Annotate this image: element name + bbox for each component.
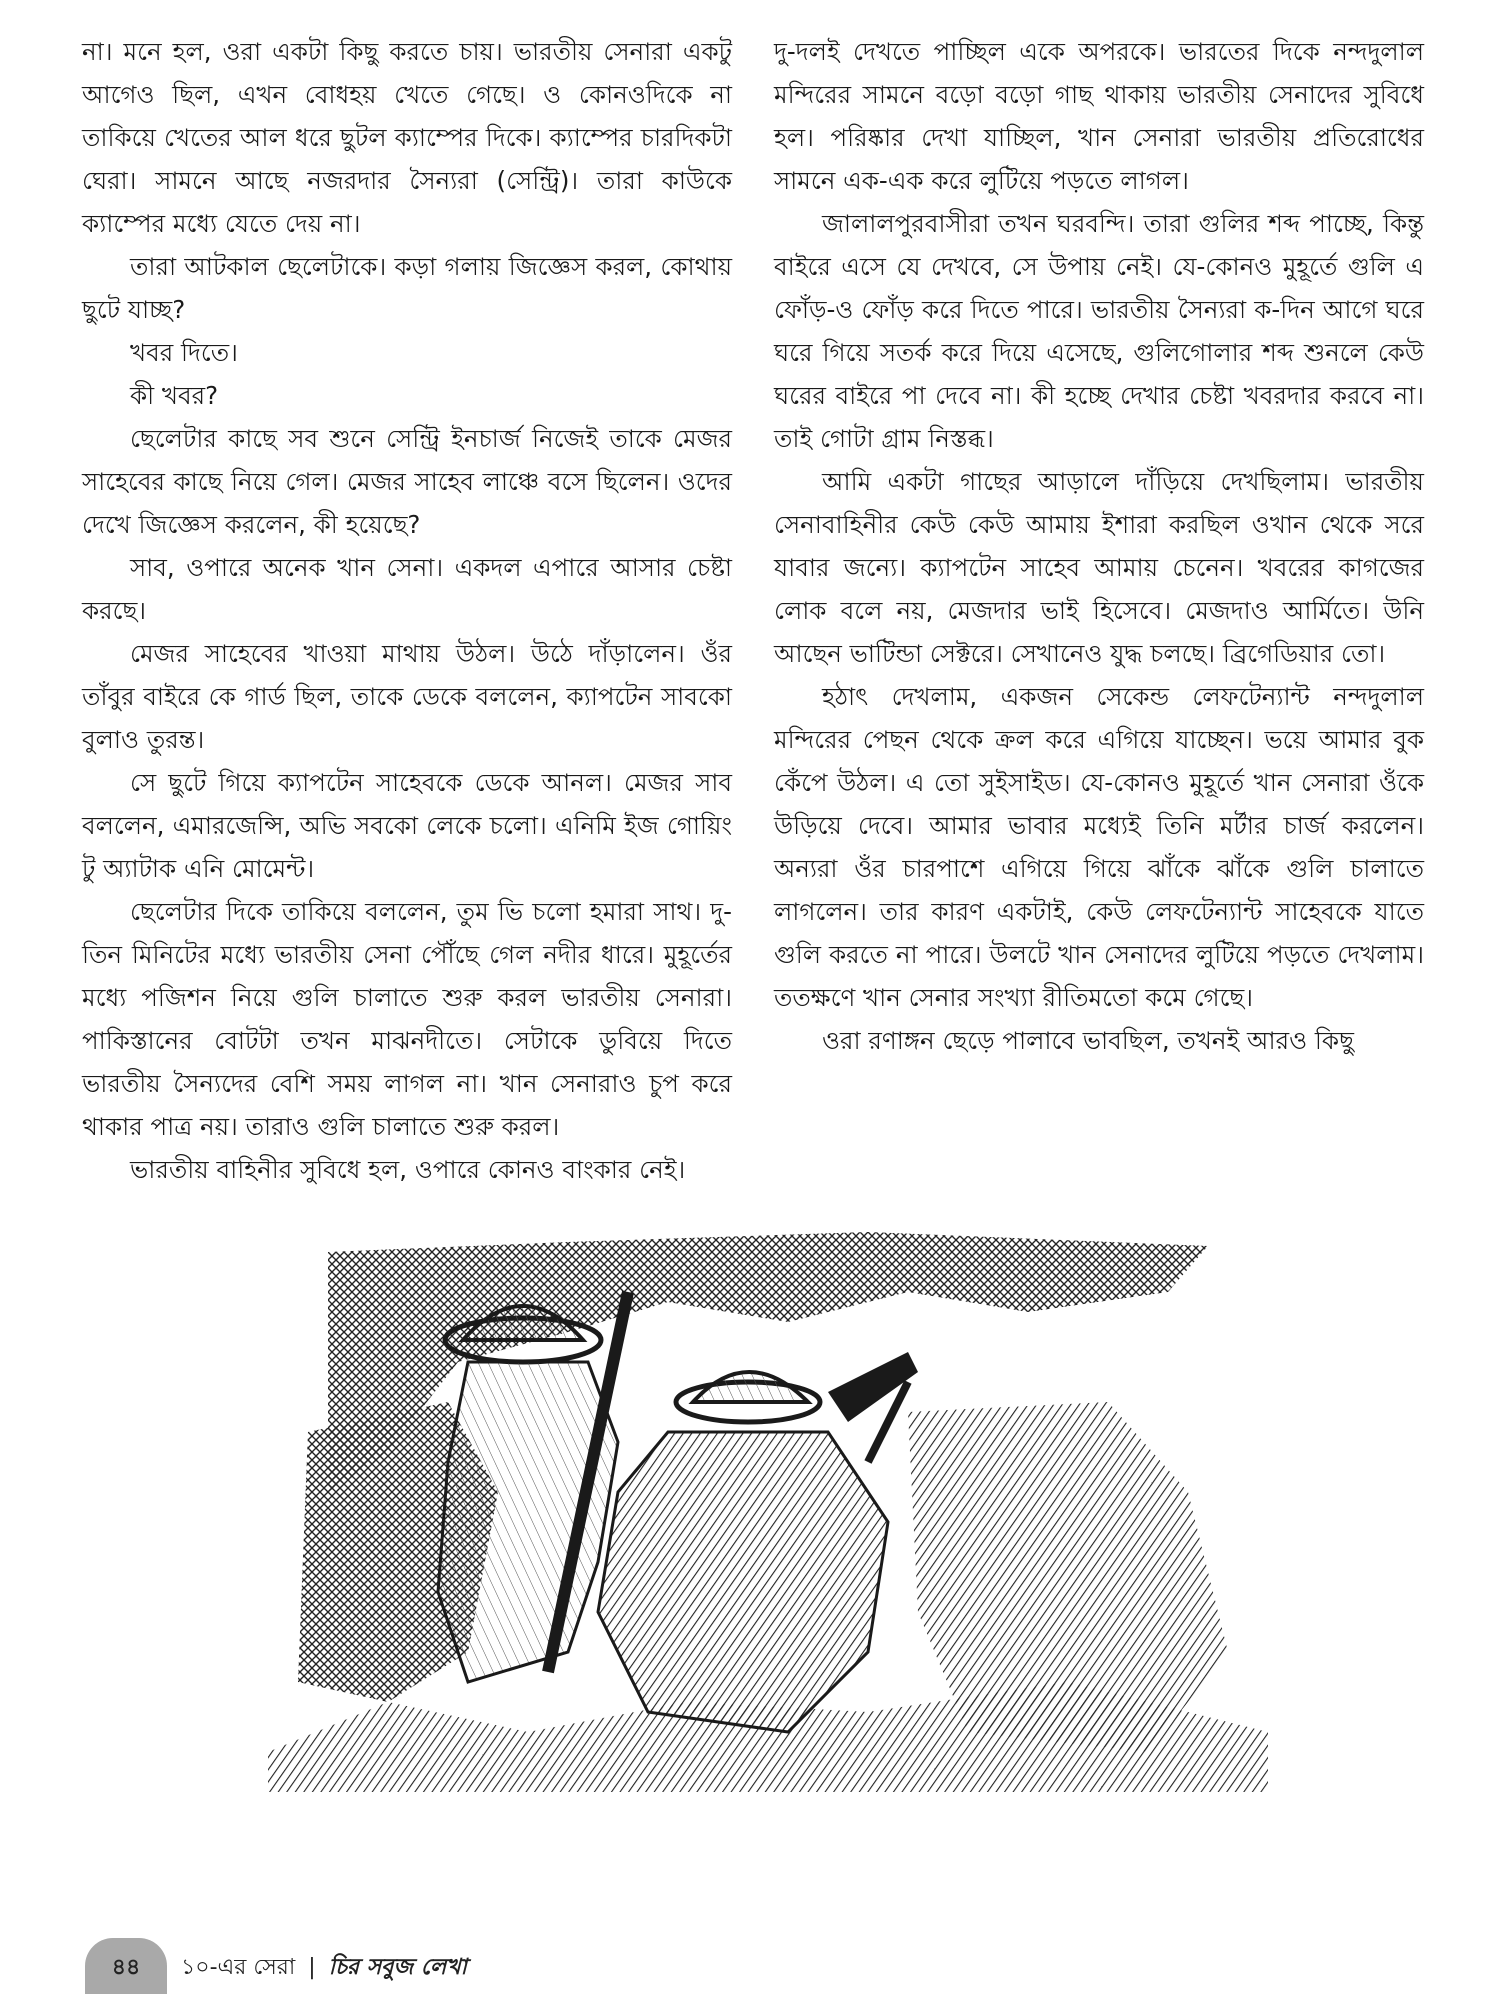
page-footer [85,1938,785,1994]
page-number: ৪৪ [111,1955,141,1980]
soldiers-illustration [268,1232,1268,1792]
paragraph: ওরা রণাঙ্গন ছেড়ে পালাবে ভাবছিল, তখনই আরও কিছু [822,1026,1354,1055]
helmet-shape [693,1372,808,1402]
paragraph: ছেলেটার কাছে সব শুনে সেন্ট্রি ইনচার্জ নিজেই তাকে মেজর সাহেবের কাছে নিয়ে গেল। মেজর সাহেব লাঞ্চে বসে ছিলেন। ওদের দেখে জিজ্ঞেস করলেন, কী হয়েছে? [82,424,732,539]
paragraph: ছেলেটার দিকে তাকিয়ে বললেন, তুম ভি চলো হমারা সাথ। দু-তিন মিনিটের মধ্যে ভারতীয় সেনা পৌঁছে গেল নদীর ধারে। মুহূর্তের মধ্যে পজিশন নিয়ে গুলি চালাতে শুরু করল ভারতীয় সেনারা। পাকিস্তানের বোটটা তখন মাঝনদীতে। সেটাকে ডুবিয়ে দিতে ভারতীয় সৈন্যদের বেশি সময় লাগল না। খান সেনারাও চুপ করে থাকার পাত্র নয়। তারাও গুলি চালাতে শুরু করল। [82,897,732,1141]
soldier-body-shape [438,1362,618,1682]
paragraph: হঠাৎ দেখলাম, একজন সেকেন্ড লেফটেন্যান্ট নন্দদুলাল মন্দিরের পেছন থেকে ক্রল করে এগিয়ে যাচ্ছেন। ভয়ে আমার বুক কেঁপে উঠল। এ তো সুইসাইড। যে-কোনও মুহূর্তে খান সেনারা ওঁকে উড়িয়ে দেবে। আমার ভাবার মধ্যেই তিনি মর্টার চার্জ করলেন। অন্যরা ওঁর চারপাশে এগিয়ে গিয়ে ঝাঁকে ঝাঁকে গুলি চালাতে লাগলেন। তার কারণ একটাই, কেউ লেফটেন্যান্ট সাহেবকে যাতে গুলি করতে না পারে। উলটে খান সেনাদের লুটিয়ে পড়তে দেখলাম। ততক্ষণে খান সেনার সংখ্যা রীতিমতো কমে গেছে। [774,682,1424,1012]
series-title: চির সবুজ লেখা [328,1954,467,1980]
text-column-left [82,30,732,1191]
paragraph: না। মনে হল, ওরা একটা কিছু করতে চায়। ভারতীয় সেনারা একটু আগেও ছিল, এখন বোধহয় খেতে গেছে। ও কোনওদিকে না তাকিয়ে খেতের আল ধরে ছুটল ক্যাম্পের দিকে। ক্যাম্পের চারদিকটা ঘেরা। সামনে আছে নজরদার সৈন্যরা (সেন্ট্রি)। তারা কাউকে ক্যাম্পের মধ্যে যেতে দেয় না। [82,37,732,238]
paragraph: মেজর সাহেবের খাওয়া মাথায় উঠল। উঠে দাঁড়ালেন। ওঁর তাঁবুর বাইরে কে গার্ড ছিল, তাকে ডেকে বললেন, ক্যাপটেন সাবকো বুলাও তুরন্ত। [82,639,732,754]
paragraph: সাব, ওপারে অনেক খান সেনা। একদল এপারে আসার চেষ্টা করছে। [82,553,732,625]
paragraph: সে ছুটে গিয়ে ক্যাপটেন সাহেবকে ডেকে আনল। মেজর সাব বললেন, এমারজেন্সি, অভি সবকো লেকে চলো। এনিমি ইজ গোয়িং টু অ্যাটাক এনি মোমেন্ট। [82,768,732,883]
soldier-body-shape [598,1432,888,1732]
paragraph: ভারতীয় বাহিনীর সুবিধে হল, ওপারে কোনও বাংকার নেই। [130,1155,686,1184]
book-title: ১০-এর সেরা [181,1955,296,1980]
paragraph: জালালপুরবাসীরা তখন ঘরবন্দি। তারা গুলির শব্দ পাচ্ছে, কিন্তু বাইরে এসে যে দেখবে, সে উপায় নেই। যে-কোনও মুহূর্তে গুলি এ ফোঁড়-ও ফোঁড় করে দিতে পারে। ভারতীয় সৈন্যরা ক-দিন আগে ঘরে ঘরে গিয়ে সতর্ক করে দিয়ে এসেছে, গুলিগোলার শব্দ শুনলে কেউ ঘরের বাইরে পা দেবে না। কী হচ্ছে দেখার চেষ্টা খবরদার করবে না। তাই গোটা গ্রাম নিস্তব্ধ। [774,209,1424,453]
paragraph: আমি একটা গাছের আড়ালে দাঁড়িয়ে দেখছিলাম। ভারতীয় সেনাবাহিনীর কেউ কেউ আমায় ইশারা করছিল ওখান থেকে সরে যাবার জন্যে। ক্যাপটেন সাহেব আমায় চেনেন। খবরের কাগজের লোক বলে নয়, মেজদার ভাই হিসেবে। মেজদাও আর্মিতে। উনি আছেন ভাটিন্ডা সেক্টরে। সেখানেও যুদ্ধ চলছে। ব্রিগেডিয়ার তো। [774,467,1424,668]
paragraph: তারা আটকাল ছেলেটাকে। কড়া গলায় জিজ্ঞেস করল, কোথায় ছুটে যাচ্ছ? [82,252,732,324]
paragraph: খবর দিতে। [130,338,238,367]
paragraph: দু-দলই দেখতে পাচ্ছিল একে অপরকে। ভারতের দিকে নন্দদুলাল মন্দিরের সামনে বড়ো বড়ো গাছ থাকায় ভারতীয় সেনাদের সুবিধে হল। পরিষ্কার দেখা যাচ্ছিল, খান সেনারা ভারতীয় প্রতিরোধের সামনে এক-এক করে লুটিয়ে পড়তে লাগল। [774,37,1424,195]
text-column-right [774,30,1424,1062]
paragraph: কী খবর? [130,381,219,410]
shadow-shape [908,1402,1228,1752]
running-footer [181,1950,467,1987]
footer-separator: | [308,1955,316,1980]
